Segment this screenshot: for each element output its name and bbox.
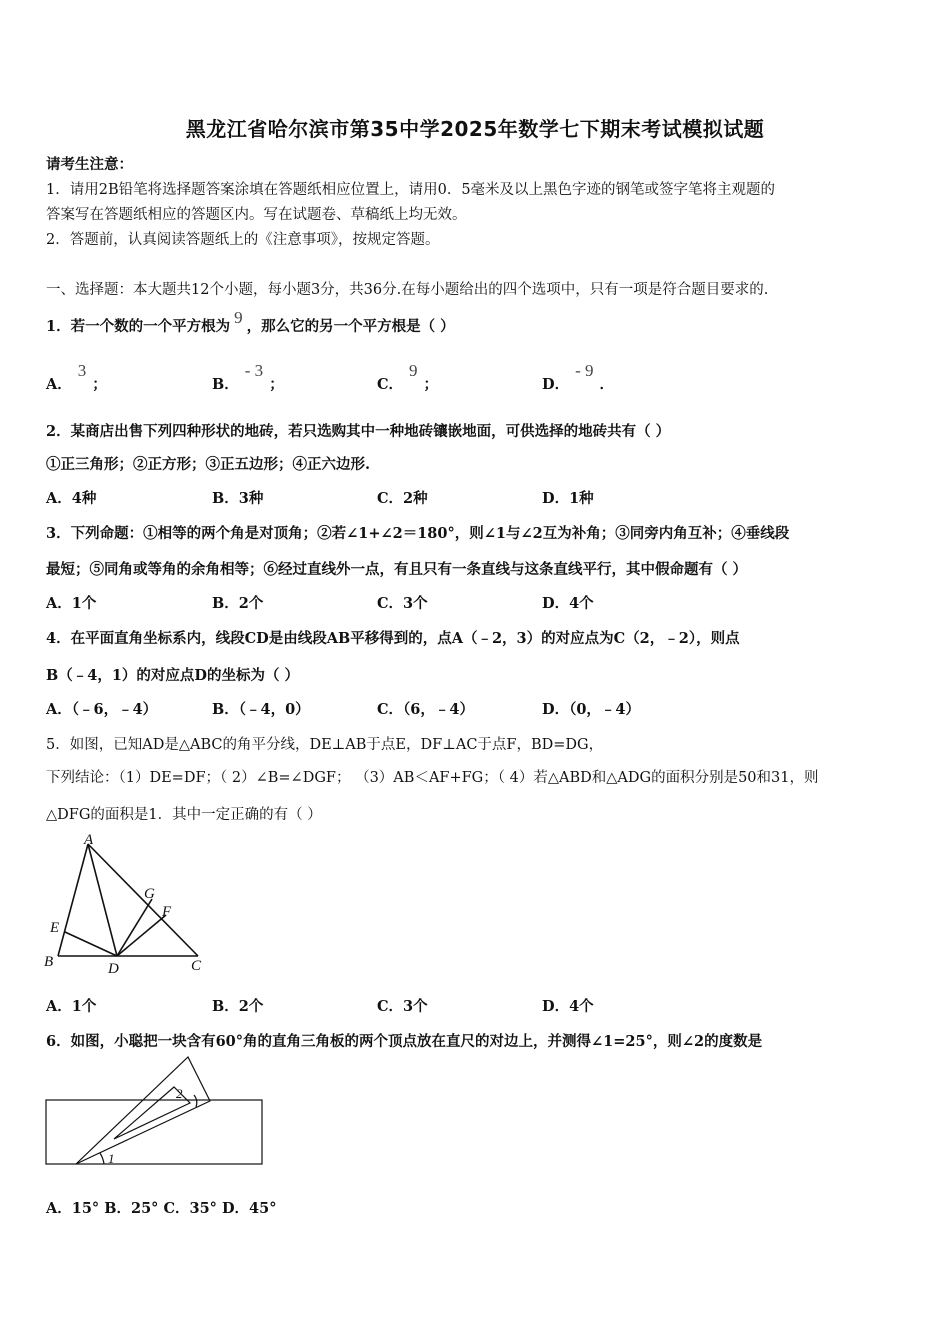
label-e: E [50,920,60,936]
label-a: A [84,832,94,848]
notice-line-1b: 答案写在答题纸相应的答题区内。写在试题卷、草稿纸上均无效。 [46,207,467,223]
ruler-outline [46,1100,262,1164]
q1-option-d: D．- 9． [542,361,614,393]
label-d: D [108,961,119,977]
q5-line-2: 下列结论：（1）DE=DF；（ 2）∠B=∠DGF； （3）AB＜AF+FG；（ 4）若△ABD和△ADG的面积分别是50和31，则 [46,770,819,786]
q5-option-c: C．3个 [377,998,428,1015]
q2-option-d: D．1种 [542,490,594,507]
angle-1-label: 1 [108,1151,115,1166]
segment-ab [58,844,88,956]
notice-line-2: 2．答题前，认真阅读答题纸上的《注意事项》，按规定答题。 [46,232,440,248]
set-square-outer [76,1057,210,1164]
segment-ad [88,844,117,956]
section-1-heading: 一、选择题：本大题共12个小题，每小题3分，共36分.在每小题给出的四个选项中，只有一项是符合题目要求的. [46,282,769,298]
q1-stem [46,308,455,336]
q4-option-c: C．（6，﹣4） [377,701,474,718]
q5-triangle-figure [40,828,220,978]
segment-df [117,915,166,956]
q4-option-d: D．（0，﹣4） [542,701,641,718]
notice-heading: 请考生注意： [46,156,133,173]
label-b: B [44,954,54,970]
q1-option-a: A．3； [46,361,107,393]
notice-line-1a: 1．请用2B铅笔将选择题答案涂填在答题纸相应位置上，请用0．5毫米及以上黑色字迹的钢笔或签字笔将主观题的 [46,182,776,198]
angle-2-arc [194,1095,197,1107]
q6-ruler-triangle-figure [40,1055,270,1175]
segment-dg [117,899,152,956]
label-f: F [162,904,172,920]
q5-option-a: A．1个 [46,998,97,1015]
q3-option-b: B．2个 [212,595,264,612]
q6-line-1: 6．如图，小聪把一块含有60°角的直角三角板的两个顶点放在直尺的对边上，并测得∠1=25°，则∠2的度数是 [46,1033,763,1050]
q2-option-b: B．3种 [212,490,264,507]
q5-line-1: 5．如图，已知AD是△ABC的角平分线，DE⊥AB于点E，DF⊥AC于点F，BD=DG， [46,737,604,753]
q1-stem-value: 9 [234,308,243,327]
label-c: C [191,958,202,974]
q2-shapes: ①正三角形；②正方形；③正五边形；④正六边形. [46,456,371,473]
q5-option-d: D．4个 [542,998,594,1015]
label-g: G [144,886,155,902]
q2-option-a: A．4种 [46,490,97,507]
q3-line-1: 3．下列命题：①相等的两个角是对顶角；②若∠1+∠2＝180°，则∠1与∠2互为补角；③同旁内角互补；④垂线段 [46,525,790,542]
q1-option-c: C．9； [377,361,439,393]
q4-line-2: B（﹣4，1）的对应点D的坐标为（ ） [46,667,300,684]
q4-option-a: A．（﹣6，﹣4） [46,701,158,718]
q3-option-a: A．1个 [46,595,97,612]
segment-ac [88,844,198,956]
angle-1-arc [100,1153,104,1164]
q6-options: A．15° B．25° C．35° D．45° [46,1200,277,1217]
q1-stem-a: 1．若一个数的一个平方根为 [46,318,231,335]
q3-line-2: 最短；⑤同角或等角的余角相等；⑥经过直线外一点，有且只有一条直线与这条直线平行，其中假命题有（ ） [46,561,748,578]
segment-de [65,932,117,956]
q5-line-3: △DFG的面积是1．其中一定正确的有（ ） [46,807,322,823]
q2-stem: 2．某商店出售下列四种形状的地砖，若只选购其中一种地砖镶嵌地面，可供选择的地砖共有（ ） [46,423,671,440]
q5-option-b: B．2个 [212,998,264,1015]
q3-option-c: C．3个 [377,595,428,612]
q3-option-d: D．4个 [542,595,594,612]
angle-2-label: 2 [176,1086,183,1101]
page-title: 黑龙江省哈尔滨市第35中学2025年数学七下期末考试模拟试题 [185,117,765,141]
q4-line-1: 4．在平面直角坐标系内，线段CD是由线段AB平移得到的，点A（﹣2，3）的对应点为C（2，﹣2），则点 [46,630,740,647]
q2-option-c: C．2种 [377,490,428,507]
q1-stem-b: ，那么它的另一个平方根是（ ） [246,318,455,335]
q1-option-b: B．- 3； [212,361,284,393]
q4-option-b: B．（﹣4，0） [212,701,310,718]
